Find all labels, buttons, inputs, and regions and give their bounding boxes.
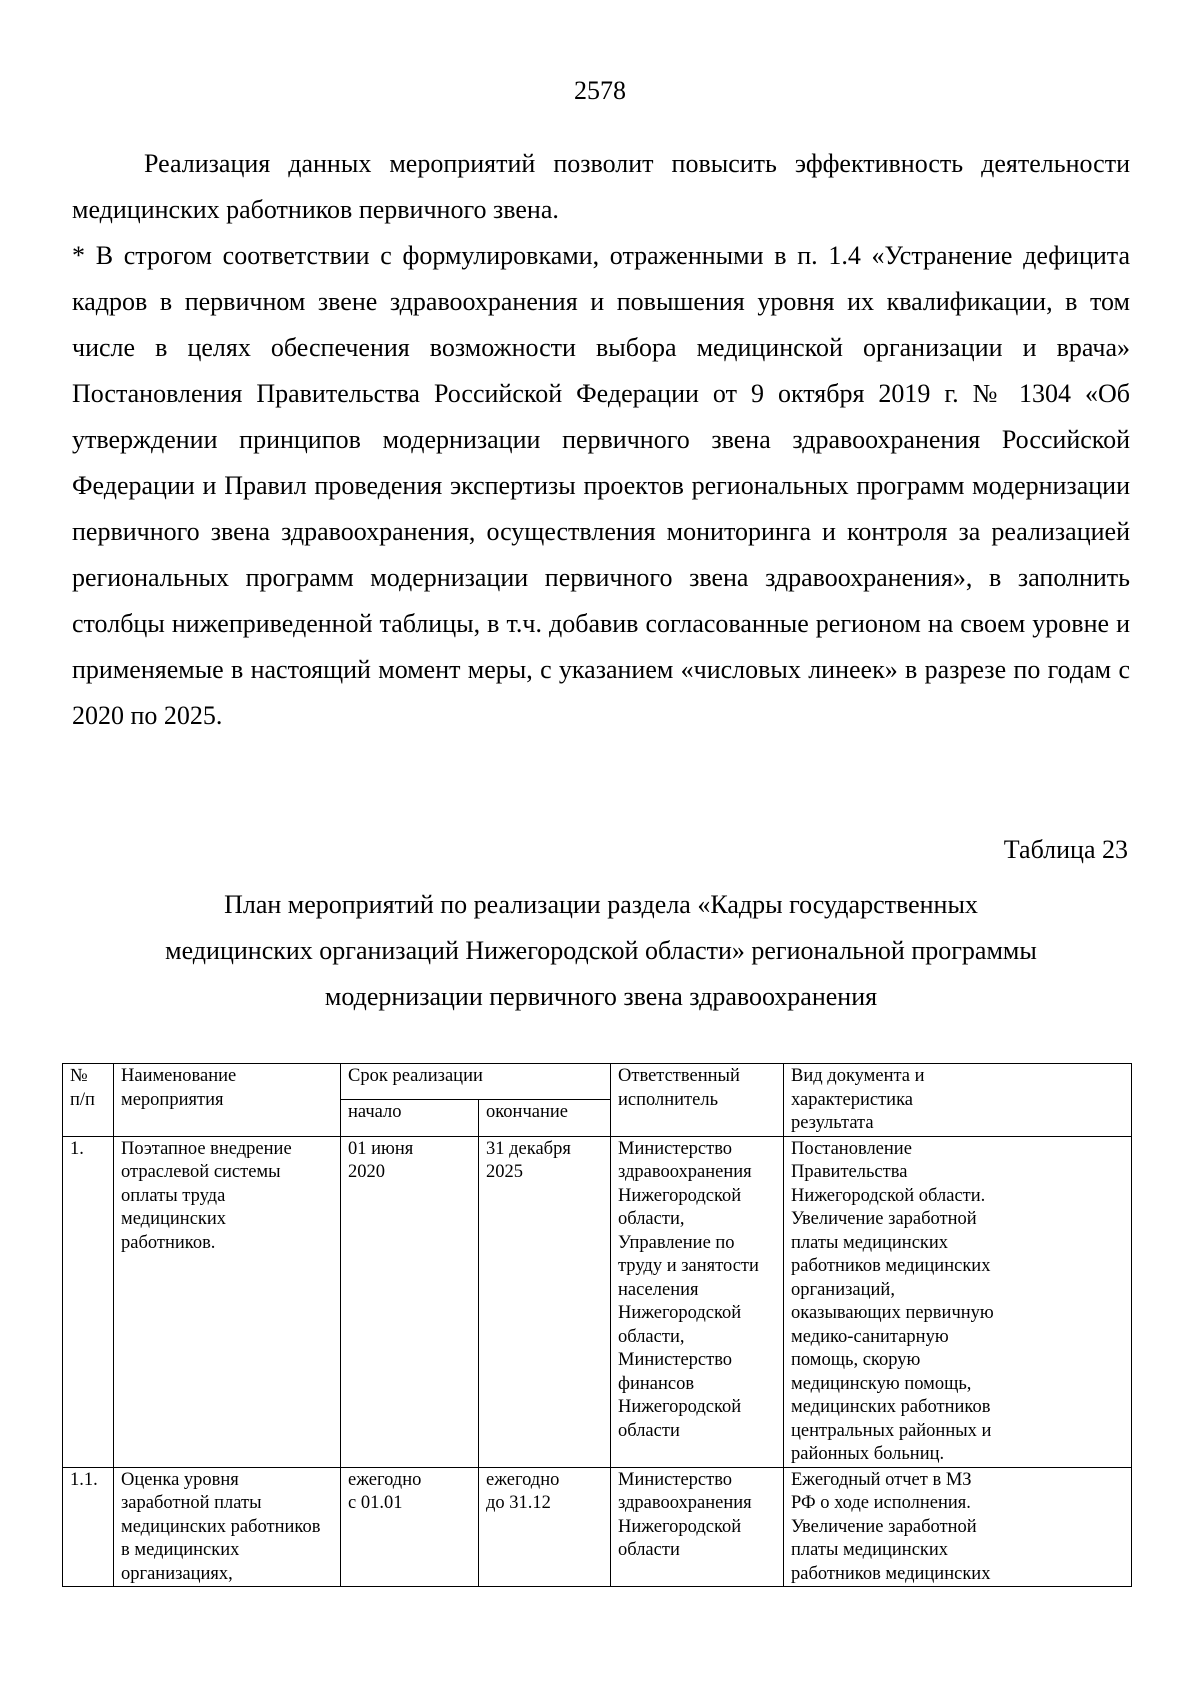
page-number: 2578 [574, 76, 626, 105]
table-title-line: медицинских организаций Нижегородской области» региональной программы [165, 936, 1037, 965]
header-doc [784, 1064, 1132, 1137]
cell-line: характеристика [791, 1089, 913, 1110]
cell-line: отраслевой системы [121, 1162, 281, 1182]
cell-line: финансов [618, 1373, 695, 1394]
cell-line: медицинских [121, 1209, 227, 1229]
cell-line: области, [618, 1209, 685, 1229]
table-header-row [63, 1064, 1132, 1100]
cell-line: 2020 [348, 1162, 385, 1182]
cell-line: центральных районных и [791, 1420, 992, 1441]
cell-line: оплаты труда [121, 1185, 226, 1206]
cell-line: Нижегородской [618, 1397, 742, 1417]
header-start: начало [341, 1100, 479, 1136]
cell-line: результата [791, 1113, 874, 1133]
cell-executor [611, 1467, 784, 1587]
cell-line: 1.1. [70, 1469, 98, 1490]
cell-line: медико-санитарную [791, 1326, 949, 1347]
cell-doc [784, 1467, 1132, 1587]
cell-line: платы медицинских [791, 1232, 949, 1253]
cell-line: Увеличение заработной [791, 1209, 977, 1229]
plan-table [62, 1063, 1132, 1587]
cell-end [479, 1136, 611, 1467]
cell-line: в медицинских [121, 1540, 240, 1560]
table-row [63, 1136, 1132, 1467]
table-number: Таблица 23 [1003, 835, 1128, 864]
cell-line: медицинскую помощь, [791, 1373, 972, 1394]
cell-line: Министерство [618, 1469, 733, 1490]
cell-line: Нижегородской [618, 1303, 742, 1323]
header-num [63, 1064, 114, 1137]
cell-line: здравоохранения [618, 1493, 752, 1513]
cell-line: ежегодно [486, 1469, 560, 1490]
cell-line: работников медицинских [791, 1256, 991, 1276]
cell-line: медицинских работников [791, 1397, 991, 1417]
cell-line: 01 июня [348, 1138, 414, 1159]
cell-line: медицинских работников [121, 1516, 321, 1537]
cell-line: районных больниц. [791, 1444, 945, 1464]
table-row [63, 1467, 1132, 1587]
cell-line: организаций, [791, 1279, 895, 1300]
cell-line: платы медицинских [791, 1540, 949, 1560]
cell-line: Поэтапное внедрение [121, 1138, 292, 1159]
cell-line: Министерство [618, 1138, 733, 1159]
body-text [72, 141, 1130, 739]
header-end: окончание [479, 1100, 611, 1136]
cell-line: области [618, 1420, 680, 1441]
cell-line: РФ о ходе исполнения. [791, 1493, 971, 1513]
cell-line: помощь, скорую [791, 1350, 921, 1370]
cell-line: Ответственный [618, 1066, 740, 1086]
cell-line: до 31.12 [486, 1493, 551, 1513]
cell-line: Нижегородской области. [791, 1185, 986, 1206]
cell-num [63, 1467, 114, 1587]
cell-line: 2025 [486, 1162, 523, 1182]
cell-line: п/п [70, 1089, 95, 1110]
cell-line: организациях, [121, 1563, 233, 1584]
table-body [63, 1136, 1132, 1587]
cell-line: 31 декабря [486, 1138, 571, 1159]
cell-line: Ежегодный отчет в МЗ [791, 1469, 972, 1490]
cell-line: исполнитель [618, 1089, 719, 1110]
header-name [114, 1064, 341, 1137]
cell-line: Увеличение заработной [791, 1516, 977, 1537]
cell-line: области, [618, 1326, 685, 1347]
cell-doc [784, 1136, 1132, 1467]
cell-line: Управление по [618, 1232, 735, 1253]
footnote-paragraph: * В строгом соответствии с формулировками, отраженными в п. 1.4 «Устранение дефицита кадров в первичном звене здравоохранения и повышения уровня их квалификации, в том числе в целях обеспечения возможности выбора медицинской организации и врача» Постановления Правительства Российской Федерации от 9 октября 2019 г. № 1304 «Об утверждении принципов модернизации первичного звена здравоохранения Российской Федерации и Правил проведения экспертизы проектов региональных программ модернизации первичного звена здравоохранения, осуществления мониторинга и контроля за реализацией региональных программ модернизации первичного звена здравоохранения», в заполнить столбцы нижеприведенной таблицы, в т.ч. добавив согласованные регионом на своем уровне и применяемые в настоящий момент меры, с указанием «числовых линеек» в разрезе по годам с 2020 по 2025. [72, 241, 1130, 730]
cell-line: ежегодно [348, 1469, 422, 1490]
header-executor [611, 1064, 784, 1137]
cell-line: Оценка уровня [121, 1469, 239, 1490]
cell-line: населения [618, 1279, 699, 1300]
cell-line: заработной платы [121, 1493, 262, 1513]
cell-line: здравоохранения [618, 1162, 752, 1182]
cell-line: Правительства [791, 1162, 908, 1182]
cell-line: области [618, 1540, 680, 1560]
cell-line: Вид документа и [791, 1066, 925, 1086]
cell-line: 1. [70, 1138, 84, 1159]
cell-start [341, 1467, 479, 1587]
cell-name [114, 1136, 341, 1467]
cell-line: работников. [121, 1232, 216, 1253]
cell-line: Постановление [791, 1138, 912, 1159]
cell-line: с 01.01 [348, 1493, 403, 1513]
table-title-line: модернизации первичного звена здравоохранения [324, 982, 878, 1011]
cell-start [341, 1136, 479, 1467]
cell-line: труду и занятости [618, 1256, 759, 1276]
cell-executor [611, 1136, 784, 1467]
cell-line: мероприятия [121, 1089, 224, 1110]
cell-end [479, 1467, 611, 1587]
intro-paragraph: Реализация данных мероприятий позволит повысить эффективность деятельности медицинских работников первичного звена. [72, 149, 1130, 224]
cell-line: оказывающих первичную [791, 1303, 994, 1323]
table-title [72, 882, 1130, 1020]
table-title-line: План мероприятий по реализации раздела «Кадры государственных [224, 890, 978, 919]
cell-num [63, 1136, 114, 1467]
cell-line: Нижегородской [618, 1185, 742, 1206]
cell-line: № [70, 1066, 88, 1086]
header-period: Срок реализации [341, 1064, 611, 1100]
cell-line: Наименование [121, 1066, 237, 1086]
cell-line: работников медицинских [791, 1563, 991, 1584]
cell-name [114, 1467, 341, 1587]
cell-line: Нижегородской [618, 1516, 742, 1537]
cell-line: Министерство [618, 1350, 733, 1370]
